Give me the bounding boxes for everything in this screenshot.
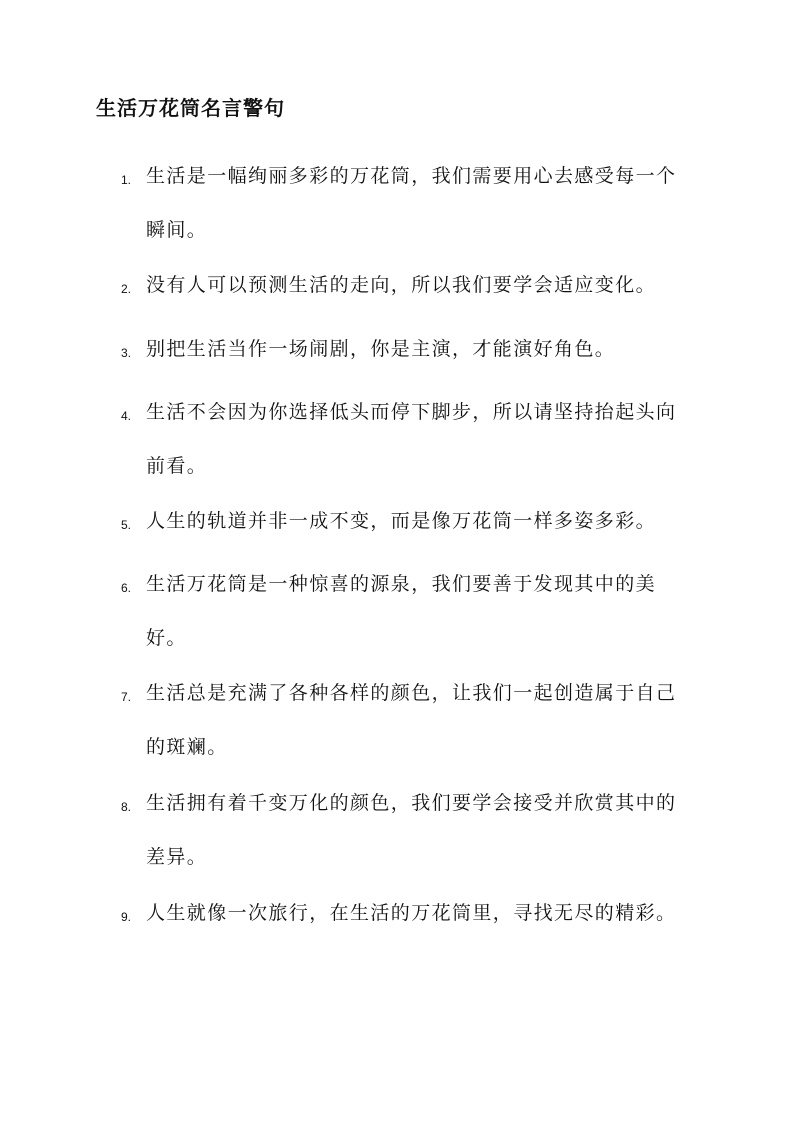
item-text: 生活万花筒是一种惊喜的源泉，我们要善于发现其中的美好。: [146, 573, 657, 649]
item-text: 生活总是充满了各种各样的颜色，让我们一起创造属于自己的斑斓。: [146, 682, 677, 758]
item-number: 6.: [121, 581, 132, 595]
item-text: 没有人可以预测生活的走向，所以我们要学会适应变化。: [146, 274, 657, 296]
item-number: 8.: [121, 800, 132, 814]
item-number: 1.: [121, 173, 132, 187]
item-text: 生活拥有着千变万化的颜色，我们要学会接受并欣赏其中的差异。: [146, 792, 677, 868]
item-number: 2.: [121, 282, 132, 296]
item-number: 3.: [121, 346, 132, 360]
item-number: 4.: [121, 409, 132, 423]
document-title: 生活万花筒名言警句: [96, 96, 285, 120]
item-text: 别把生活当作一场闹剧，你是主演，才能演好角色。: [146, 338, 616, 360]
item-number: 7.: [121, 690, 132, 704]
item-text: 生活是一幅绚丽多彩的万花筒，我们需要用心去感受每一个瞬间。: [146, 165, 677, 241]
item-text: 人生就像一次旅行，在生活的万花筒里，寻找无尽的精彩。: [146, 902, 677, 924]
item-number: 9.: [121, 910, 132, 924]
item-number: 5.: [121, 518, 132, 532]
item-text: 人生的轨道并非一成不变，而是像万花筒一样多姿多彩。: [146, 510, 657, 532]
item-text: 生活不会因为你选择低头而停下脚步，所以请坚持抬起头向前看。: [146, 401, 677, 477]
